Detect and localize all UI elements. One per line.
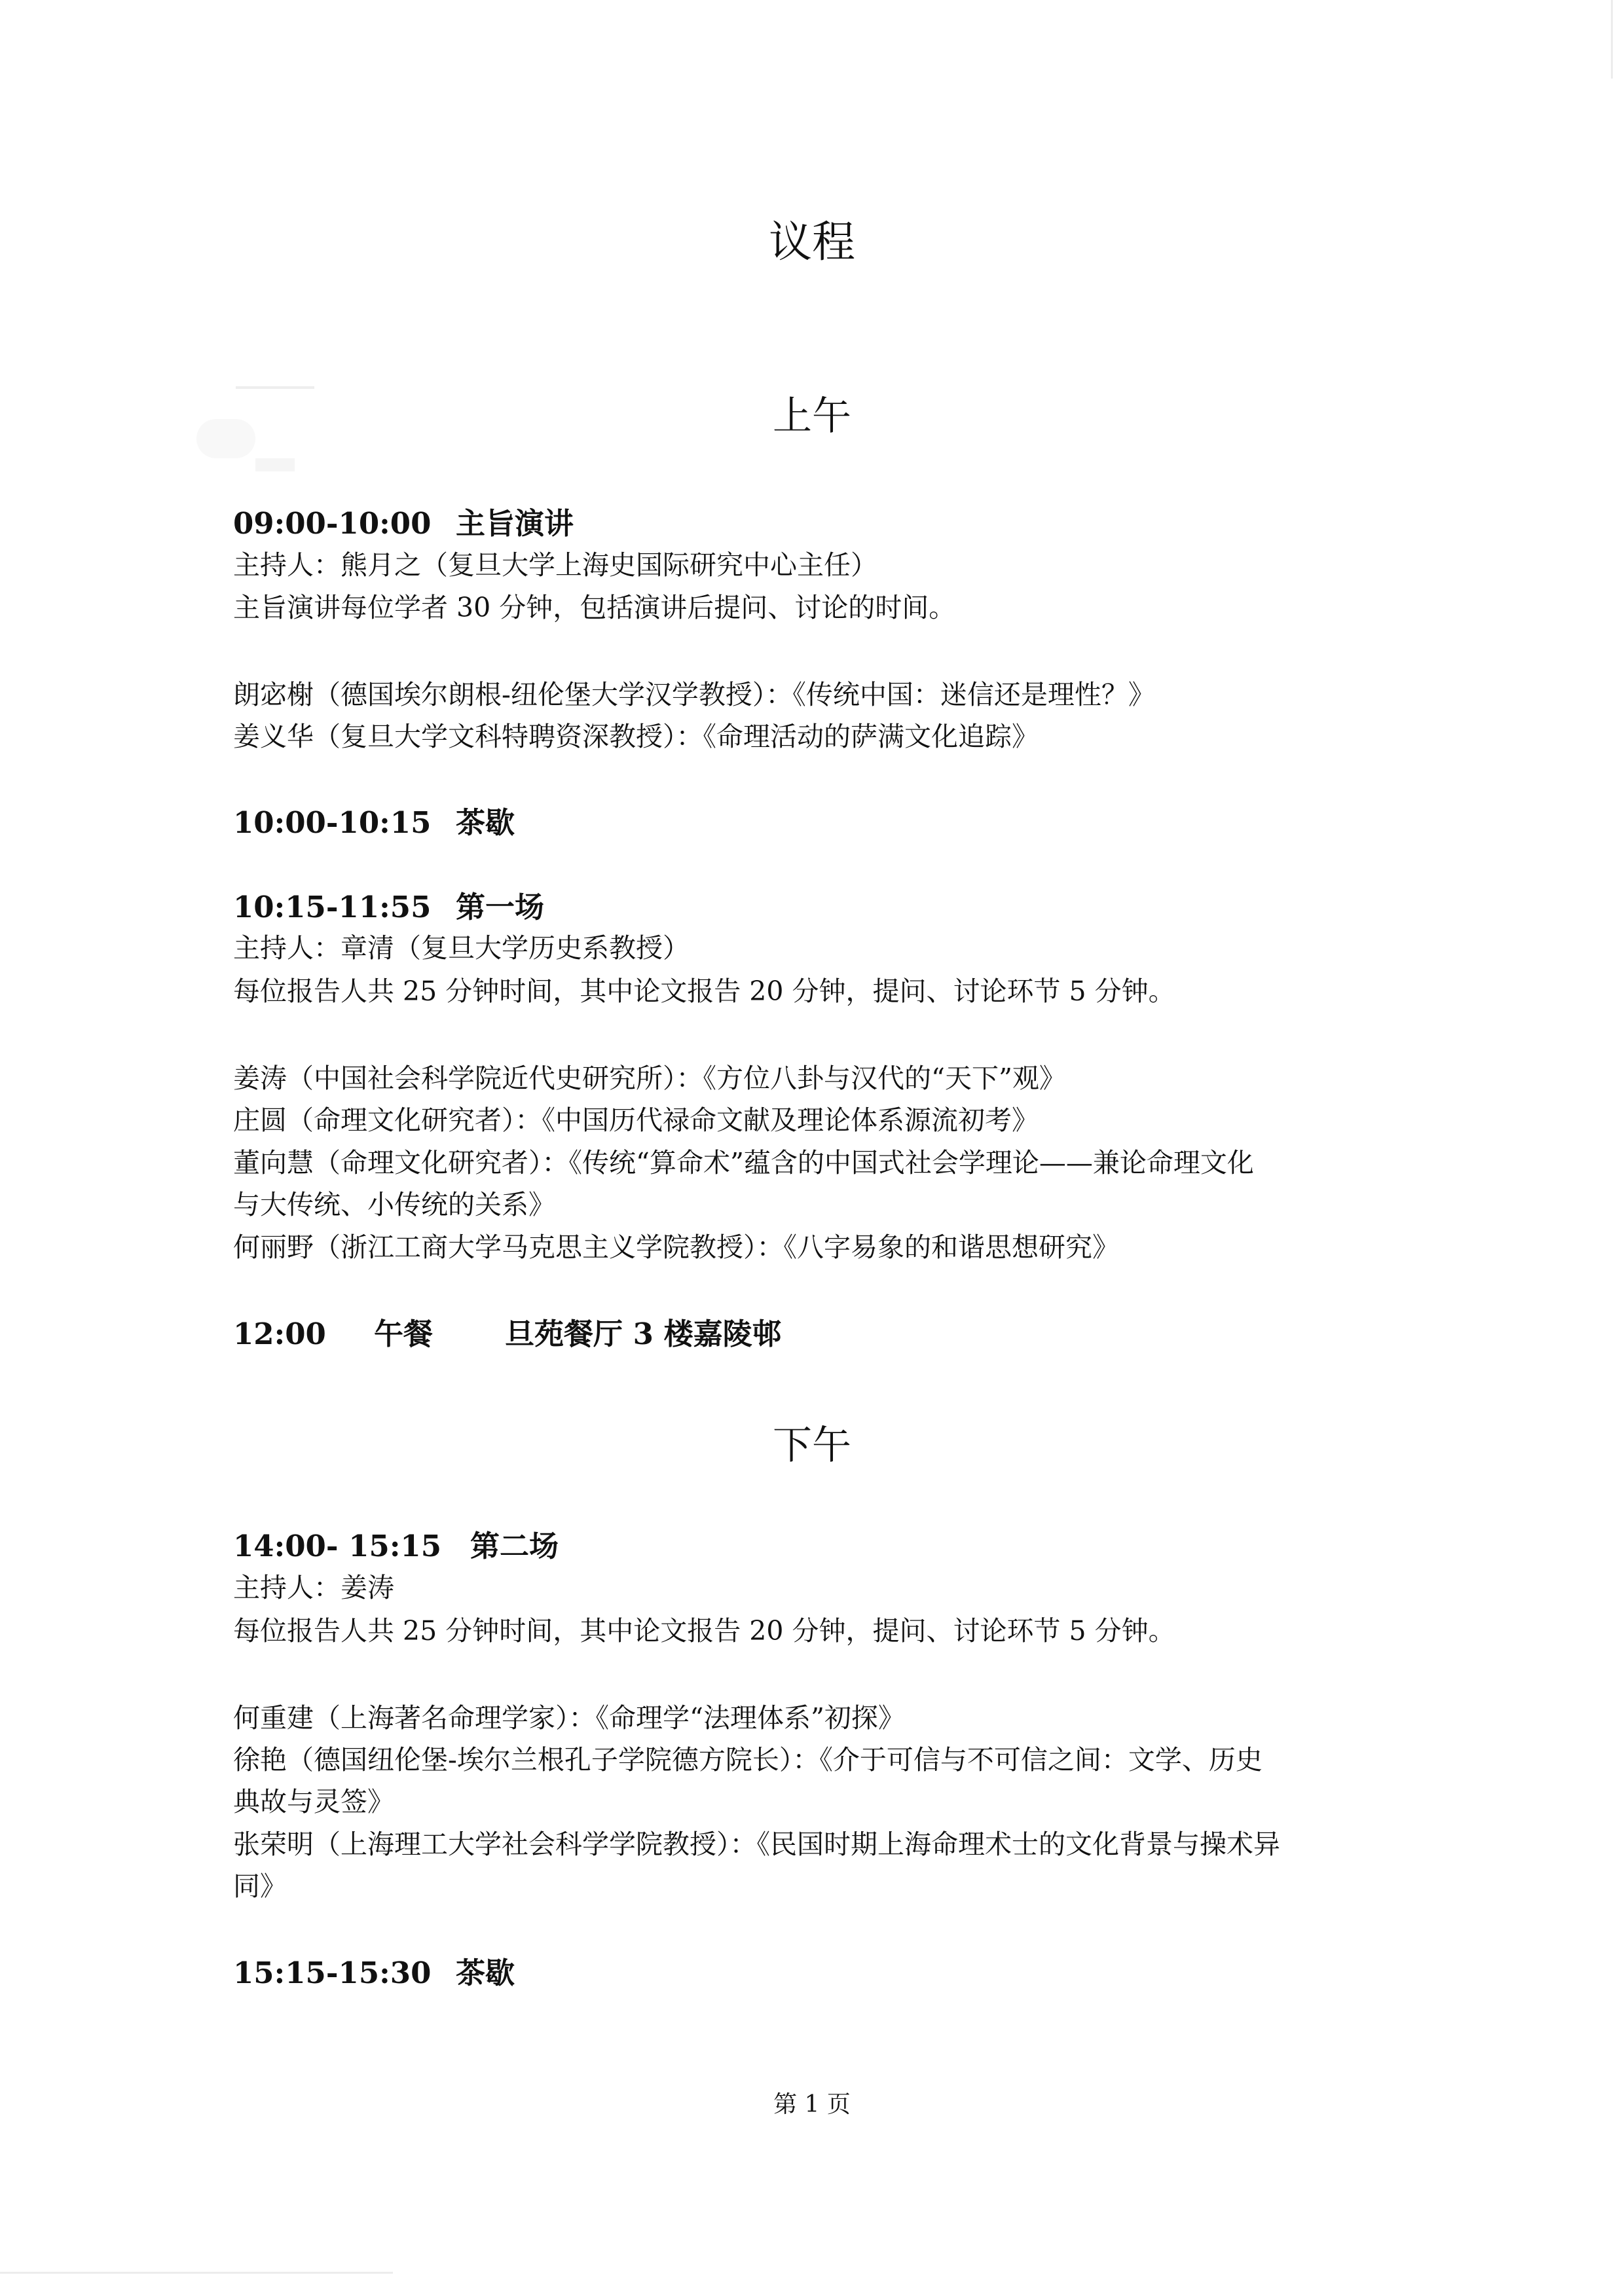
session1-label: 第一场 — [456, 890, 545, 924]
tea-break-row — [233, 803, 515, 843]
afternoon-tea-break-label: 茶歇 — [456, 1956, 515, 1990]
morning-heading: 上午 — [773, 393, 851, 439]
session2-talk: 徐艳（德国纽伦堡-埃尔兰根孔子学院德方院长）：《介于可信与不可信之间：文学、历史 — [233, 1744, 1263, 1776]
session2-host: 主持人：姜涛 — [233, 1572, 394, 1603]
session1-talk: 姜涛（中国社会科学院近代史研究所）：《方位八卦与汉代的“天下”观》 — [233, 1063, 1066, 1094]
session2-talk-continued: 同》 — [233, 1870, 287, 1902]
session1-talk: 何丽野（浙江工商大学马克思主义学院教授）：《八字易象的和谐思想研究》 — [233, 1231, 1119, 1263]
afternoon-tea-break-time: 15:15-15:30 — [233, 1956, 432, 1990]
keynote-note: 主旨演讲每位学者 30 分钟，包括演讲后提问、讨论的时间。 — [233, 592, 956, 623]
keynote-host: 主持人：熊月之（复旦大学上海史国际研究中心主任） — [233, 549, 877, 581]
session1-time: 10:15-11:55 — [233, 890, 432, 924]
page-title: 议程 — [769, 217, 855, 267]
session2-talk: 何重建（上海著名命理学家）：《命理学“法理体系”初探》 — [233, 1702, 905, 1734]
session1-host: 主持人：章清（复旦大学历史系教授） — [233, 932, 690, 964]
session2-time: 14:00- 15:15 — [233, 1529, 442, 1563]
session2-row — [233, 1527, 559, 1566]
session1-row — [233, 888, 544, 927]
lunch-time: 12:00 — [233, 1317, 326, 1351]
session2-talk-continued: 典故与灵签》 — [233, 1786, 394, 1817]
lunch-place: 旦苑餐厅 3 楼嘉陵邨 — [505, 1317, 782, 1351]
session2-label: 第二场 — [470, 1529, 559, 1563]
lunch-row — [233, 1315, 782, 1354]
afternoon-heading: 下午 — [773, 1423, 851, 1468]
tea-break-time: 10:00-10:15 — [233, 805, 432, 840]
session1-talk-continued: 与大传统、小传统的关系》 — [233, 1189, 555, 1220]
keynote-time: 09:00-10:00 — [233, 506, 432, 541]
session2-talk: 张荣明（上海理工大学社会科学学院教授）：《民国时期上海命理术士的文化背景与操术异 — [233, 1829, 1280, 1860]
scan-edge — [0, 2272, 393, 2274]
keynote-label: 主旨演讲 — [456, 506, 574, 541]
page-number: 第 1 页 — [773, 2091, 851, 2118]
tea-break-label: 茶歇 — [456, 805, 515, 840]
session1-talk: 庄圆（命理文化研究者）：《中国历代禄命文献及理论体系源流初考》 — [233, 1104, 1039, 1136]
session2-note: 每位报告人共 25 分钟时间，其中论文报告 20 分钟，提问、讨论环节 5 分钟。 — [233, 1615, 1175, 1647]
lunch-label: 午餐 — [374, 1317, 434, 1351]
scan-edge — [1611, 0, 1613, 79]
keynote-talk: 朗宓榭（德国埃尔朗根-纽伦堡大学汉学教授）：《传统中国：迷信还是理性？》 — [233, 679, 1155, 710]
session1-note: 每位报告人共 25 分钟时间，其中论文报告 20 分钟，提问、讨论环节 5 分钟。 — [233, 975, 1175, 1007]
session1-talk: 董向慧（命理文化研究者）：《传统“算命术”蕴含的中国式社会学理论——兼论命理文化 — [233, 1147, 1254, 1178]
scan-speck — [236, 386, 314, 389]
afternoon-tea-break-row — [233, 1954, 515, 1993]
keynote-talk: 姜义华（复旦大学文科特聘资深教授）：《命理活动的萨满文化追踪》 — [233, 721, 1039, 752]
keynote-row — [233, 504, 574, 543]
scan-speck — [196, 419, 255, 458]
scan-speck — [255, 458, 295, 471]
